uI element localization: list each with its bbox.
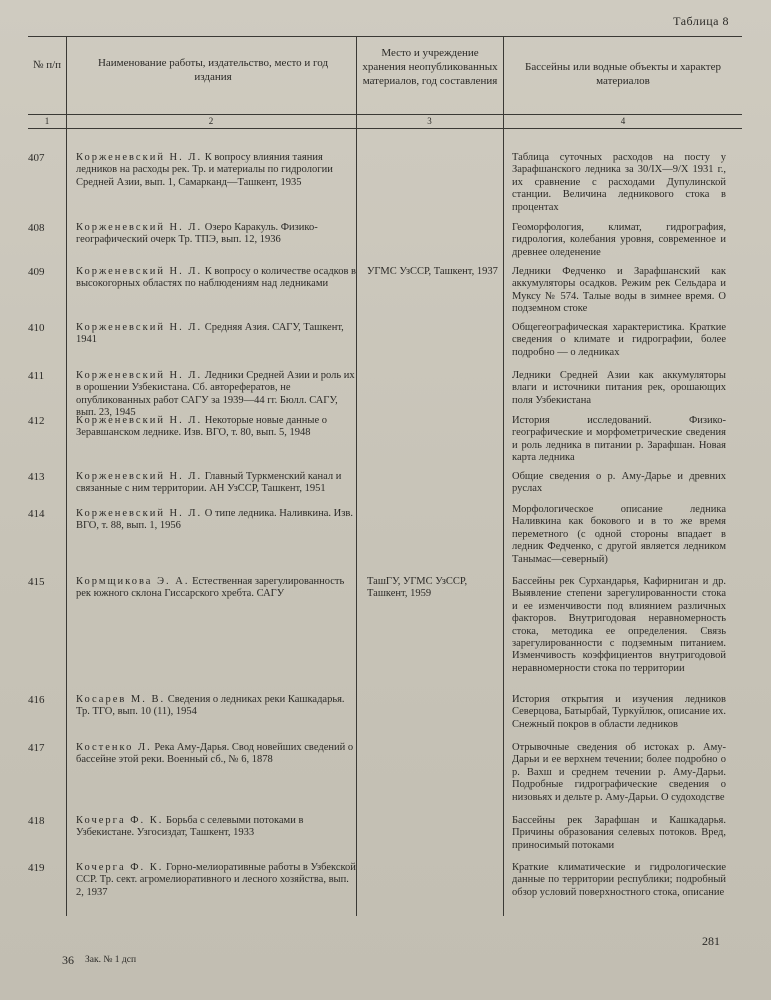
storage-place: ТашГУ, УГМС УзССР, Ташкент, 1959: [367, 576, 468, 600]
row-number: 415: [28, 576, 45, 588]
author: Костенко Л.: [76, 742, 152, 753]
work-text: Главный Туркменский канал и связанные с ним территории. АН УзССР, Ташкент, 1951: [76, 471, 342, 495]
work-text: Сведения о ледниках реки Кашкадарья. Тр. ТГО, вып. 10 (11), 1954: [76, 694, 345, 718]
material-description: Морфологическое описание ледника Наливкина как бокового и в то же время переметного (с одной стороны впадает в ледник Федченко, с другой является ледником Танымас—северный): [512, 504, 726, 565]
row-number: 412: [28, 415, 45, 427]
work-title: [76, 815, 358, 840]
material-description: Бассейны рек Зарафшан и Кашкадарья. Причины образования селевых потоков. Вред, приносимый потоками: [512, 815, 726, 851]
material-description: Ледники Федченко и Зарафшанский как аккумуляторы осадков. Режим рек Сельдара и Муксу № 574. Талые воды в зимнее время. О подземном стоке: [512, 266, 726, 315]
work-text: Ледники Средней Азии и роль их в орошении Узбекистана. Сб. авторефератов, не опубликованных работ САГУ за 1939—44 гг. Бюлл. САГУ, вып. 23, 1945: [76, 370, 355, 419]
work-text: Борьба с селевыми потоками в Узбекистане. Узгосиздат, Ташкент, 1933: [76, 815, 304, 839]
table-top-rule: [28, 36, 742, 37]
colnum-1: 1: [44, 116, 50, 126]
material-description: Ледники Средней Азии как аккумуляторы влаги и источники питания рек, орошающих поля Узбекистана: [512, 370, 726, 406]
work-title: [76, 266, 358, 291]
work-text: О типе ледника. Наливкина. Изв. ВГО, т. 88, вып. 1, 1956: [76, 508, 353, 532]
header-col-1: № п/п: [32, 59, 62, 71]
row-number: 418: [28, 815, 45, 827]
work-title: [76, 370, 358, 420]
header-col-2: Наименование работы, издательство, место и год издания: [97, 57, 329, 83]
material-description: Общие сведения о р. Аму-Дарье и древних руслах: [512, 471, 726, 495]
work-title: [76, 862, 358, 899]
storage-place: УГМС УзССР, Ташкент, 1937: [367, 266, 498, 277]
work-title: [76, 222, 358, 247]
order-mark: Зак. № 1 дсп: [85, 955, 137, 965]
work-text: К вопросу влияния таяния ледников на расходы рек. Тр. и материалы по гидрологии Средней Азии, вып. 1, Самарканд—Ташкент, 1935: [76, 152, 333, 188]
work-title: [76, 471, 358, 496]
work-text: Горно-мелиоративные работы в Узбекской ССР. Тр. сект. агромелиоративного и лесного хозяйства, вып. 2, 1937: [76, 862, 356, 898]
material-description: Таблица суточных расходов на посту у Зарафшанского ледника за 30/IX—9/X 1931 г., их сравнение с расходами Дупулинской станции. Величина ледникового стока в процентах: [512, 152, 726, 213]
author: Корженевский Н. Л.: [76, 222, 203, 233]
author: Кормщикова Э. А.: [76, 576, 190, 587]
author: Кочерга Ф. К.: [76, 862, 164, 873]
row-number: 409: [28, 266, 45, 278]
work-text: Река Аму-Дарья. Свод новейших сведений о бассейне этой реки. Военный сб., № 6, 1878: [76, 742, 354, 766]
author: Корженевский Н. Л.: [76, 266, 203, 277]
work-title: [76, 415, 358, 440]
author: Корженевский Н. Л.: [76, 322, 203, 333]
material-description: Геоморфология, климат, гидрография, гидрология, колебания уровня, современное и древнее оледенение: [512, 222, 726, 258]
work-text: К вопросу о количестве осадков в высокогорных областях по наблюдениям над ледниками: [76, 266, 357, 290]
column-divider-1: [66, 36, 67, 916]
material-description: Бассейны рек Сурхандарья, Кафирниган и др. Выявление степени зарегулированности стока и ее изменчивости под влиянием различных факторов. Внутригодовая неравномерность стока, методика ее определения. Связь зарегулированности с подземным питанием. Изменчивость коэффициентов внутригодовой неравномерности стока по территории: [512, 576, 726, 674]
row-number: 416: [28, 694, 45, 706]
author: Кочерга Ф. К.: [76, 815, 164, 826]
author: Корженевский Н. Л.: [76, 152, 203, 163]
page-number-right: 281: [702, 934, 720, 948]
author: Корженевский Н. Л.: [76, 508, 203, 519]
work-text: Средняя Азия. САГУ, Ташкент, 1941: [76, 322, 344, 346]
work-text: Озеро Каракуль. Физико-географический очерк Тр. ТПЭ, вып. 12, 1936: [76, 222, 318, 246]
work-title: [76, 152, 358, 189]
colnum-rule: [28, 128, 742, 129]
material-description: Общегеографическая характеристика. Краткие сведения о климате и гидрографии, более подробно — о ледниках: [512, 322, 726, 358]
work-title: [76, 742, 358, 767]
work-title: [76, 508, 358, 533]
author: Корженевский Н. Л.: [76, 415, 203, 426]
row-number: 411: [28, 370, 45, 382]
author: Корженевский Н. Л.: [76, 370, 203, 381]
material-description: Отрывочные сведения об истоках р. Аму-Дарьи и ее верхнем течении; более подробно о р. Вахш и среднем течении р. Аму-Дарьи. Подробные гидрографические сведения о низовьях и дельте р. Аму-Дарьи. О судоходстве: [512, 742, 726, 803]
row-number: 417: [28, 742, 45, 754]
page-number-left: 36: [62, 953, 74, 967]
row-number: 414: [28, 508, 45, 520]
author: Корженевский Н. Л.: [76, 471, 203, 482]
work-text: Естественная зарегулированность рек южного склона Гиссарского хребта. САГУ: [76, 576, 345, 600]
colnum-4: 4: [620, 116, 626, 126]
work-title: [76, 576, 358, 601]
material-description: История исследований. Физико-географические и морфометрические сведения и роль ледника в питании р. Зарафшан. Новая карта ледника: [512, 415, 726, 464]
colnum-3: 3: [427, 116, 432, 126]
row-number: 413: [28, 471, 45, 483]
material-description: История открытия и изучения ледников Северцова, Батырбай, Туркуйлюк, описание их. Снежный покров в области ледников: [512, 694, 726, 730]
row-number: 410: [28, 322, 45, 334]
material-description: Краткие климатические и гидрологические данные по территории республики; подробный обзор условий поверхностного стока, описание: [512, 862, 726, 898]
row-number: 407: [28, 152, 45, 164]
row-number: 419: [28, 862, 45, 874]
column-divider-3: [503, 36, 504, 916]
header-col-4: Бассейны или водные объекты и характер материалов: [525, 61, 721, 87]
header-rule: [28, 114, 742, 115]
author: Косарев М. В.: [76, 694, 166, 705]
row-number: 408: [28, 222, 45, 234]
work-text: Некоторые новые данные о Зеравшанском леднике. Изв. ВГО, т. 80, вып. 5, 1948: [76, 415, 327, 439]
table-label: Таблица 8: [673, 14, 729, 28]
header-col-3: Место и учреждение хранения неопубликованных материалов, год составления: [362, 47, 498, 87]
work-title: [76, 322, 358, 347]
colnum-2: 2: [208, 116, 214, 126]
work-title: [76, 694, 358, 719]
